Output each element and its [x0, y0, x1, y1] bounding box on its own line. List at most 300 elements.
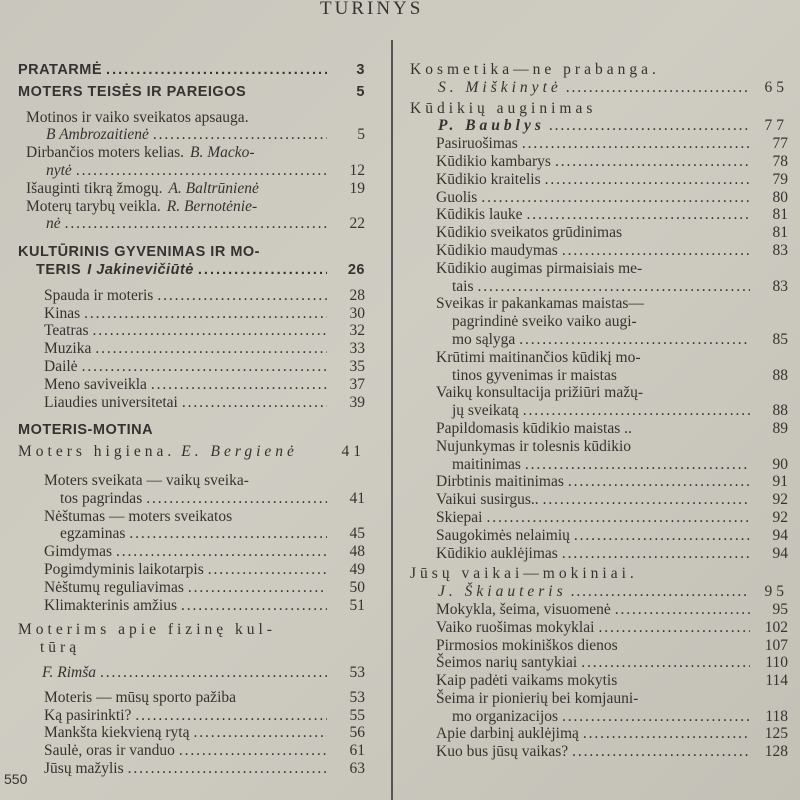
toc-entry-line — [44, 707, 365, 725]
toc-entry — [18, 394, 365, 412]
dot-leader — [250, 84, 327, 102]
toc-entry — [410, 743, 788, 761]
entry-author: S. Miškinytė — [438, 78, 562, 96]
toc-entry-line — [436, 153, 788, 171]
page-title: TURINYS — [320, 0, 424, 19]
toc-entry-line — [44, 525, 365, 543]
entry-title: MOTERIS-MOTINA — [18, 422, 154, 439]
entry-page-number: 61 — [349, 742, 365, 760]
entry-title: Jūsų mažylis — [44, 759, 124, 777]
dot-leader — [562, 242, 750, 260]
toc-entry-line — [436, 295, 788, 313]
dot-leader — [487, 509, 751, 527]
toc-entry — [410, 135, 788, 153]
entry-page-number: 114 — [765, 672, 788, 690]
entry-page-number: 81 — [772, 224, 788, 242]
entry-page-number: 128 — [764, 743, 788, 761]
dot-leader — [581, 654, 750, 672]
entry-page-number: 26 — [347, 261, 365, 278]
toc-entry-line — [436, 171, 788, 189]
toc-entry-line — [436, 708, 788, 726]
entry-title: Dirbančios moters kelias. — [26, 144, 184, 162]
toc-entry-line — [436, 601, 788, 619]
entry-page-number: 83 — [772, 277, 788, 295]
entry-page-number: 41 — [341, 443, 365, 461]
toc-entry-line — [436, 438, 788, 456]
entry-title: Pirmosios mokiniškos dienos — [436, 636, 618, 654]
entry-page-number: 92 — [772, 508, 788, 526]
entry-title: Jūsų vaikai—mokiniai. — [410, 565, 638, 583]
entry-page-number: 89 — [772, 419, 788, 437]
entry-author: B Ambrozaitienė — [46, 126, 149, 144]
entry-title: egzaminas — [60, 525, 126, 543]
toc-entry — [410, 545, 788, 563]
toc-entry — [18, 760, 365, 778]
entry-page-number: 102 — [764, 618, 788, 636]
toc-entry — [18, 472, 365, 508]
entry-page-number: 77 — [764, 117, 788, 135]
dot-leader — [182, 394, 327, 412]
dot-leader — [583, 725, 750, 743]
entry-title: Skiepai — [436, 508, 483, 526]
toc-entry-line — [436, 260, 788, 278]
toc-entry — [410, 491, 788, 509]
entry-title: Klimakterinis amžius — [44, 596, 178, 614]
dot-leader — [208, 561, 327, 579]
entry-author: nė — [46, 215, 61, 233]
toc-entry — [410, 295, 788, 348]
toc-entry — [18, 724, 365, 742]
toc-entry-line — [44, 358, 365, 376]
toc-entry — [410, 100, 788, 136]
entry-title: Liaudies universitetai — [44, 393, 178, 411]
toc-entry-line — [18, 62, 365, 80]
toc-entry-line — [18, 639, 365, 657]
dot-leader — [181, 597, 327, 615]
toc-entry — [410, 242, 788, 260]
toc-entry-line — [436, 224, 788, 242]
entry-title: MOTERS TEISĖS IR PAREIGOS — [18, 83, 247, 100]
toc-entry-line — [436, 473, 788, 491]
entry-title: Kūdikio sveikatos grūdinimas — [436, 224, 622, 242]
dot-leader — [129, 525, 327, 543]
entry-page-number: 92 — [772, 491, 788, 509]
toc-entry-line — [436, 349, 788, 367]
toc-entry-line — [436, 384, 788, 402]
dot-leader — [263, 180, 327, 198]
toc-entry-line — [26, 198, 365, 216]
toc-entry — [410, 690, 788, 726]
entry-title: jų sveikatą — [452, 402, 519, 420]
entry-page-number: 94 — [772, 526, 788, 544]
entry-author: I Jakinevičiūtė — [87, 261, 194, 278]
entry-title: Muzika — [44, 340, 92, 358]
entry-author: J. Škiauteris — [438, 583, 567, 601]
toc-entry — [410, 509, 788, 527]
entry-page-number: 56 — [349, 724, 365, 742]
entry-title: Kūdikis lauke — [436, 206, 523, 224]
toc-entry — [18, 340, 365, 358]
entry-title: Kūdikio kambarys — [436, 152, 551, 170]
toc-entry — [18, 322, 365, 340]
entry-title: Kūdikių auginimas — [410, 99, 597, 117]
toc-entry — [410, 153, 788, 171]
entry-title: Šeima ir pionierių bei komjauni- — [436, 689, 639, 707]
toc-entry — [18, 180, 365, 198]
toc-entry-line — [18, 244, 365, 262]
entry-title: Gimdymas — [44, 543, 113, 561]
toc-entry-line — [410, 100, 788, 118]
entry-page-number: 5 — [357, 126, 365, 144]
entry-title: Kosmetika—ne prabanga. — [410, 61, 660, 78]
toc-entry-line — [436, 654, 788, 672]
entry-title: Apie darbinį auklėjimą — [436, 725, 579, 743]
entry-page-number: 41 — [349, 489, 365, 507]
entry-page-number: 125 — [764, 725, 788, 743]
entry-title: pagrindinė sveiko vaiko augi- — [452, 313, 637, 331]
entry-page-number: 5 — [356, 83, 365, 100]
entry-page-number: 107 — [764, 636, 788, 654]
toc-entry — [18, 376, 365, 394]
entry-page-number: 63 — [349, 759, 365, 777]
dot-leader — [562, 708, 750, 726]
toc-entry-line — [44, 508, 365, 526]
dot-leader — [545, 171, 750, 189]
toc-entry — [410, 224, 788, 242]
toc-entry-line — [436, 743, 788, 761]
toc-entry — [410, 260, 788, 296]
entry-title: Kūdikio augimas pirmaisiais me- — [436, 259, 643, 277]
toc-entry — [410, 206, 788, 224]
dot-leader — [523, 402, 750, 420]
toc-entry-line — [410, 61, 788, 79]
toc-entry-line — [436, 420, 788, 438]
entry-title: Dirbtinis maitinimas — [436, 473, 564, 491]
toc-entry — [410, 637, 788, 655]
toc-entry-line — [436, 313, 788, 331]
toc-entry — [410, 384, 788, 420]
toc-entry-line — [26, 144, 365, 162]
toc-entry-line — [410, 583, 788, 601]
entry-title: Vaiko ruošimas mokyklai — [436, 618, 595, 636]
entry-title: tinos gyvenimas ir maistas — [452, 366, 617, 384]
toc-entry-line — [436, 278, 788, 296]
entry-title: Kūdikio kraitelis — [436, 170, 541, 188]
toc-left-column — [18, 58, 365, 778]
entry-page-number — [331, 422, 365, 440]
entry-page-number: 51 — [349, 596, 365, 614]
entry-page-number: 80 — [772, 188, 788, 206]
dot-leader — [555, 153, 750, 171]
toc-entry — [18, 244, 365, 280]
toc-entry — [18, 198, 365, 234]
page-number: 550 — [4, 771, 28, 787]
entry-title: Nėštumas — moters sveikatos — [44, 507, 233, 525]
toc-entry-line — [436, 331, 788, 349]
entry-page-number: 94 — [772, 544, 788, 562]
entry-title: Nėštumų reguliavimas — [44, 578, 184, 596]
toc-entry-line — [44, 561, 365, 579]
entry-title: tūrą — [40, 639, 81, 657]
entry-title: mo organizacijos — [452, 707, 559, 725]
entry-title: Sveikas ir pakankamas maistas— — [436, 295, 644, 313]
entry-title: Moters higiena. — [18, 443, 176, 461]
entry-page-number: 45 — [349, 525, 365, 543]
entry-title: KULTŪRINIS GYVENIMAS IR MO- — [18, 244, 261, 261]
dot-leader — [527, 206, 750, 224]
toc-entry-line — [436, 527, 788, 545]
toc-entry-line — [18, 262, 365, 280]
entry-title: Pasiruošimas — [436, 135, 518, 153]
toc-entry — [18, 508, 365, 544]
toc-entry-line — [436, 637, 788, 655]
toc-entry-line — [436, 189, 788, 207]
entry-page-number: 30 — [349, 304, 365, 322]
toc-entry-line — [436, 206, 788, 224]
dot-leader — [240, 689, 327, 707]
toc-entry-line — [44, 376, 365, 394]
dot-leader — [153, 126, 327, 144]
dot-leader — [571, 583, 750, 601]
dot-leader — [76, 162, 327, 180]
toc-entry-line — [410, 79, 788, 97]
entry-page-number: 50 — [349, 578, 365, 596]
toc-entry — [410, 473, 788, 491]
toc-entry-line — [44, 490, 365, 508]
toc-entry-line — [44, 597, 365, 615]
toc-entry — [18, 561, 365, 579]
entry-page-number: 32 — [349, 322, 365, 340]
toc-entry-line — [26, 162, 365, 180]
entry-title: tos pagrindas — [60, 489, 143, 507]
dot-leader — [626, 224, 750, 242]
toc-entry-line — [44, 760, 365, 778]
dot-leader — [572, 743, 750, 761]
dot-leader — [621, 672, 750, 690]
dot-leader — [84, 639, 327, 657]
toc-entry-line — [44, 287, 365, 305]
entry-page-number: 110 — [765, 654, 788, 672]
toc-entry-line — [44, 472, 365, 490]
entry-title: Vaikų konsultacija prižiūri mažų- — [436, 384, 644, 402]
dot-leader — [151, 376, 327, 394]
entry-title: Moteris — mūsų sporto pažiba — [44, 688, 237, 706]
toc-entry — [410, 349, 788, 385]
toc-entry-line — [18, 621, 365, 639]
dot-leader — [481, 189, 750, 207]
dot-leader — [100, 664, 327, 682]
entry-title: maitinimas — [452, 455, 521, 473]
entry-title: Spauda ir moteris — [44, 286, 154, 304]
toc-entry-line — [26, 180, 365, 198]
entry-page-number: 55 — [349, 706, 365, 724]
toc-entry-line — [436, 456, 788, 474]
toc-entry — [410, 725, 788, 743]
toc-entry — [18, 144, 365, 180]
dot-leader — [106, 62, 327, 80]
dot-leader — [568, 473, 750, 491]
entry-page-number: 3 — [356, 62, 365, 78]
toc-entry — [18, 109, 365, 145]
entry-page-number: 53 — [349, 663, 365, 681]
toc-entry — [18, 597, 365, 615]
entry-title: Moters sveikata — vaikų sveika- — [44, 471, 249, 489]
toc-entry-line — [44, 724, 365, 742]
toc-entry-line — [436, 367, 788, 385]
toc-entry — [410, 189, 788, 207]
entry-title: mo sąlyga — [452, 330, 516, 348]
toc-entry — [410, 527, 788, 545]
entry-page-number: 19 — [349, 179, 365, 197]
dot-leader — [478, 278, 750, 296]
entry-title: Mokykla, šeima, visuomenė — [436, 600, 611, 618]
toc-entry-line — [436, 491, 788, 509]
entry-page-number: 12 — [349, 161, 365, 179]
entry-title: Dailė — [44, 357, 78, 375]
toc-entry-line — [44, 742, 365, 760]
entry-title: PRATARMĖ — [18, 62, 103, 78]
toc-entry-line — [410, 117, 788, 135]
toc-entry-line — [18, 84, 365, 102]
column-divider — [391, 40, 393, 800]
entry-author: A. Baltrūnienė — [168, 179, 259, 197]
toc-entry-line — [44, 543, 365, 561]
toc-entry-line — [26, 215, 365, 233]
entry-page-number: 118 — [765, 707, 788, 725]
toc-entry — [18, 579, 365, 597]
entry-page-number: 79 — [772, 170, 788, 188]
entry-author: nytė — [46, 161, 72, 179]
dot-leader — [82, 358, 327, 376]
entry-author: R. Bernotėnie- — [166, 197, 258, 215]
dot-leader — [622, 637, 750, 655]
entry-page-number: 49 — [349, 560, 365, 578]
dot-leader — [519, 331, 750, 349]
entry-page-number: 65 — [764, 78, 788, 96]
toc-entry — [18, 62, 365, 80]
entry-page-number: 77 — [772, 135, 788, 153]
toc-entry — [410, 565, 788, 601]
toc-entry — [410, 61, 788, 97]
entry-title: Moterų tarybų veikla. — [26, 197, 161, 215]
entry-page-number: 39 — [349, 393, 365, 411]
entry-title: Šeimos narių santykiai — [436, 654, 578, 672]
dot-leader — [562, 545, 750, 563]
dot-leader — [157, 422, 327, 440]
dot-leader — [198, 262, 327, 280]
toc-entry-line — [436, 725, 788, 743]
entry-title: Nujunkymas ir tolesnis kūdikio — [436, 437, 632, 455]
toc-entry-line — [44, 689, 365, 707]
entry-title: Moterims apie fizinę kul- — [18, 621, 276, 639]
toc-right-column — [410, 58, 788, 761]
toc-entry — [410, 601, 788, 619]
entry-title: Papildomasis kūdikio maistas .. — [436, 419, 632, 437]
entry-title: TERIS — [36, 261, 82, 278]
dot-leader — [525, 456, 750, 474]
entry-page-number: 88 — [772, 366, 788, 384]
dot-leader — [179, 742, 327, 760]
dot-leader — [65, 215, 327, 233]
toc-entry — [18, 287, 365, 305]
toc-entry-line — [44, 305, 365, 323]
entry-title: Ką pasirinkti? — [44, 706, 132, 724]
entry-page-number: 83 — [772, 241, 788, 259]
dot-leader — [188, 579, 327, 597]
entry-page-number: 37 — [349, 375, 365, 393]
dot-leader — [128, 760, 327, 778]
toc-entry — [410, 420, 788, 438]
toc-entry — [18, 621, 365, 657]
entry-page-number — [331, 639, 365, 657]
toc-entry-line — [436, 509, 788, 527]
toc-entry-line — [26, 109, 365, 127]
entry-title: Teatras — [44, 322, 89, 340]
toc-entry — [18, 84, 365, 102]
dot-leader — [193, 724, 327, 742]
toc-entry-line — [36, 664, 365, 682]
toc-entry-line — [436, 672, 788, 690]
entry-title: Vaikui susirgus.. — [436, 491, 539, 509]
dot-leader — [615, 601, 750, 619]
entry-page-number: 22 — [349, 215, 365, 233]
toc-entry — [410, 171, 788, 189]
toc-entry-line — [436, 402, 788, 420]
entry-title: Kūdikio auklėjimas — [436, 544, 558, 562]
toc-entry-line — [410, 565, 788, 583]
toc-entry — [18, 305, 365, 323]
toc-entry-line — [436, 135, 788, 153]
entry-page-number: 85 — [772, 330, 788, 348]
entry-title: Mankšta kiekvieną rytą — [44, 724, 190, 742]
dot-leader — [146, 490, 327, 508]
entry-title: Kaip padėti vaikams mokytis — [436, 672, 618, 690]
entry-author: P. Baublys — [438, 117, 545, 135]
entry-title: Pogimdyminis laikotarpis — [44, 560, 204, 578]
toc-entry-line — [44, 579, 365, 597]
toc-entry-line — [44, 322, 365, 340]
dot-leader — [157, 287, 327, 305]
entry-page-number: 28 — [349, 286, 365, 304]
dot-leader — [549, 117, 750, 135]
entry-title: Saulė, oras ir vanduo — [44, 742, 175, 760]
entry-title: Išauginti tikrą žmogų. — [26, 179, 163, 197]
dot-leader — [135, 707, 327, 725]
entry-title: Kinas — [44, 304, 81, 322]
toc-entry-line — [436, 242, 788, 260]
toc-entry — [18, 689, 365, 707]
toc-entry-line — [44, 340, 365, 358]
dot-leader — [302, 443, 327, 461]
dot-leader — [543, 491, 750, 509]
entry-title: Guolis — [436, 188, 478, 206]
entry-title: tais — [452, 277, 474, 295]
toc-entry — [18, 742, 365, 760]
entry-page-number: 48 — [349, 543, 365, 561]
entry-author: F. Rimša — [42, 663, 96, 681]
toc-entry — [18, 543, 365, 561]
toc-entry — [410, 672, 788, 690]
toc-entry — [410, 654, 788, 672]
entry-title: Saugokimės nelaimių — [436, 526, 570, 544]
dot-leader — [522, 135, 750, 153]
entry-page-number: 33 — [349, 340, 365, 358]
dot-leader — [636, 420, 750, 438]
toc-entry — [18, 443, 365, 461]
entry-title: Kuo bus jūsų vaikas? — [436, 743, 569, 761]
toc-entry-line — [436, 619, 788, 637]
dot-leader — [95, 340, 327, 358]
